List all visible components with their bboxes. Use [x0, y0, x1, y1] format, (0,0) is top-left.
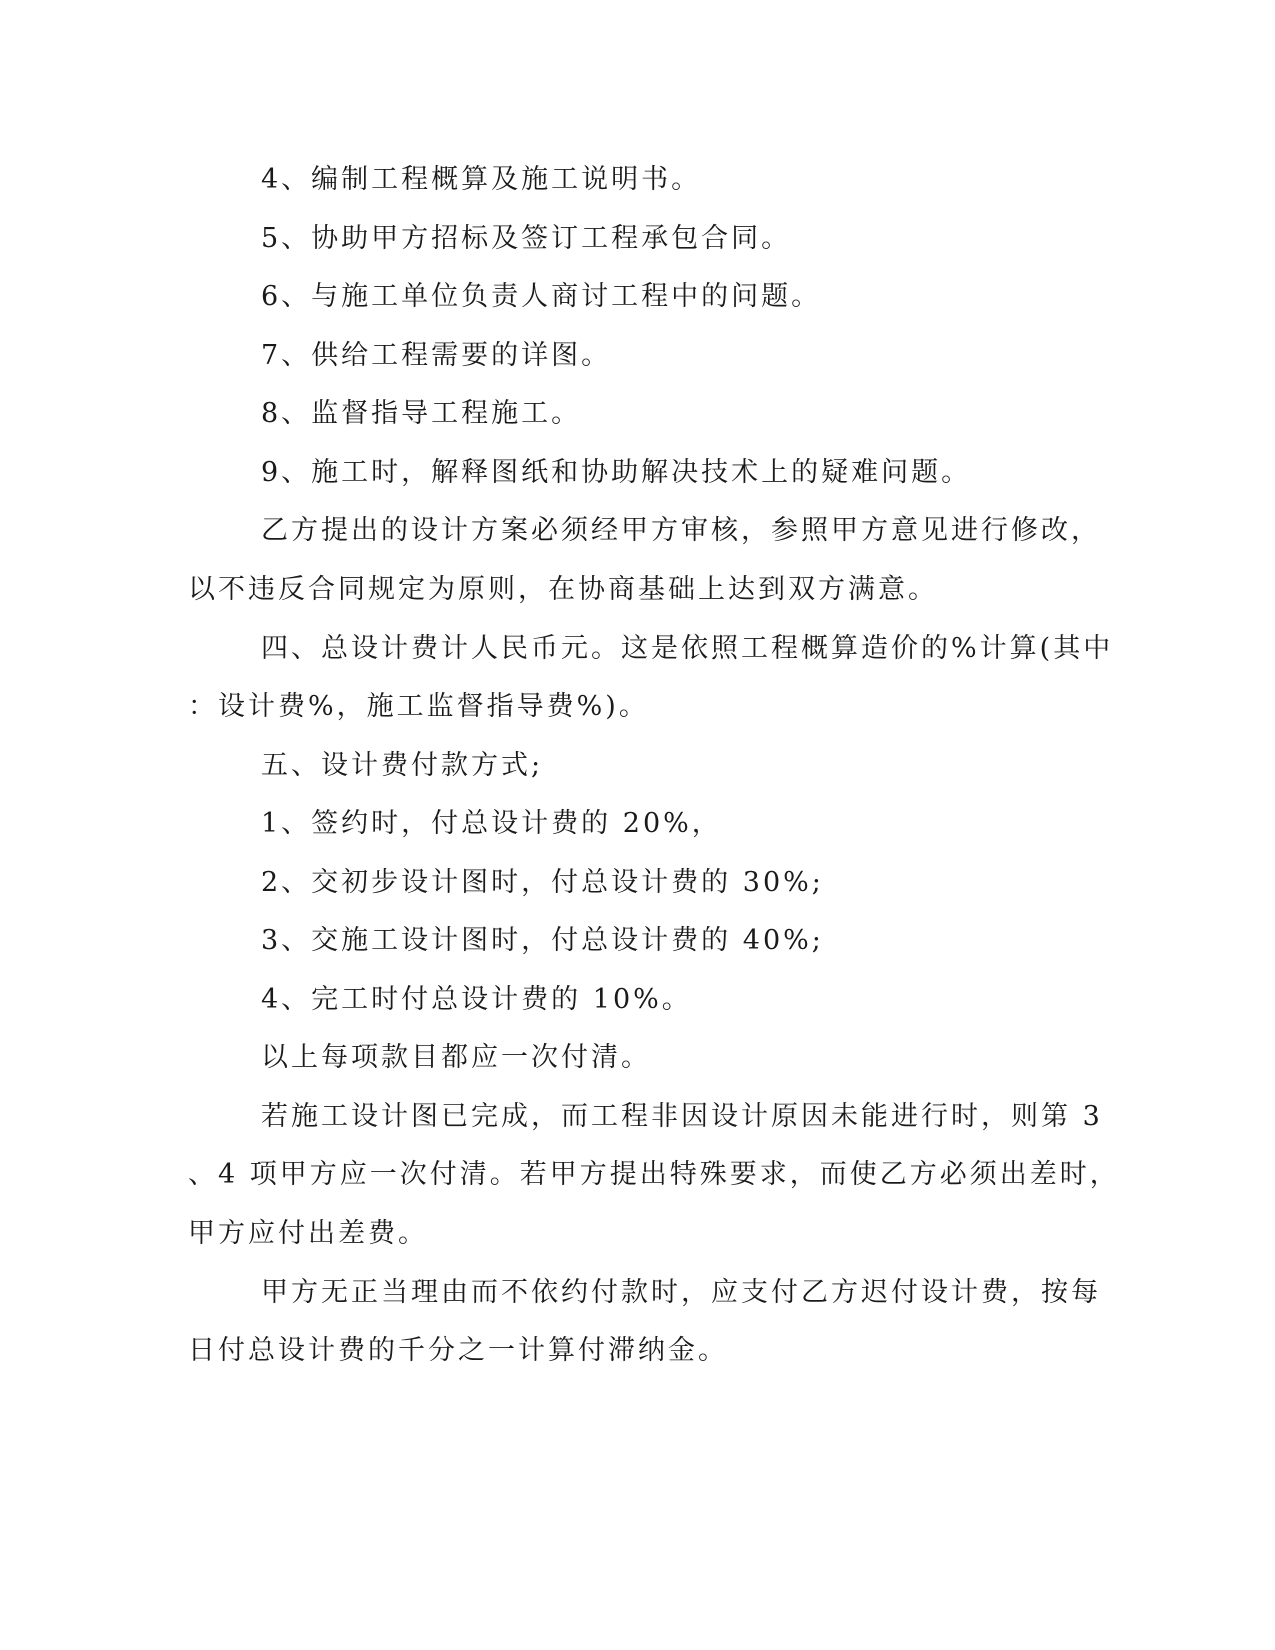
text-line: 甲方应付出差费。 — [188, 1218, 428, 1249]
text-line: 以不违反合同规定为原则，在协商基础上达到双方满意。 — [188, 574, 938, 605]
text-line: 4、完工时付总设计费的 10%。 — [261, 984, 692, 1015]
text-line: 、4 项甲方应一次付清。若甲方提出特殊要求，而使乙方必须出差时， — [188, 1159, 1120, 1190]
text-line: 五、设计费付款方式; — [261, 750, 544, 781]
text-line: 若施工设计图已完成，而工程非因设计原因未能进行时，则第 3 — [261, 1101, 1103, 1132]
text-line: 4、编制工程概算及施工说明书。 — [261, 164, 702, 195]
text-line: 5、协助甲方招标及签订工程承包合同。 — [261, 223, 792, 254]
text-line: 日付总设计费的千分之一计算付滞纳金。 — [188, 1335, 728, 1366]
text-line: 8、监督指导工程施工。 — [261, 398, 582, 429]
text-line: 9、施工时，解释图纸和协助解决技术上的疑难问题。 — [261, 457, 972, 488]
text-line: 1、签约时，付总设计费的 20%， — [261, 808, 722, 839]
text-line: 乙方提出的设计方案必须经甲方审核，参照甲方意见进行修改， — [261, 515, 1101, 546]
text-line: 以上每项款目都应一次付清。 — [261, 1042, 651, 1073]
text-line: ：设计费%，施工监督指导费%)。 — [188, 691, 649, 722]
text-line: 6、与施工单位负责人商讨工程中的问题。 — [261, 281, 822, 312]
text-line: 2、交初步设计图时，付总设计费的 30%; — [261, 867, 824, 898]
text-line: 甲方无正当理由而不依约付款时，应支付乙方迟付设计费，按每 — [261, 1277, 1101, 1308]
text-line: 3、交施工设计图时，付总设计费的 40%; — [261, 925, 824, 956]
text-line: 7、供给工程需要的详图。 — [261, 340, 612, 371]
text-line: 四、总设计费计人民币元。这是依照工程概算造价的%计算(其中 — [261, 633, 1114, 664]
